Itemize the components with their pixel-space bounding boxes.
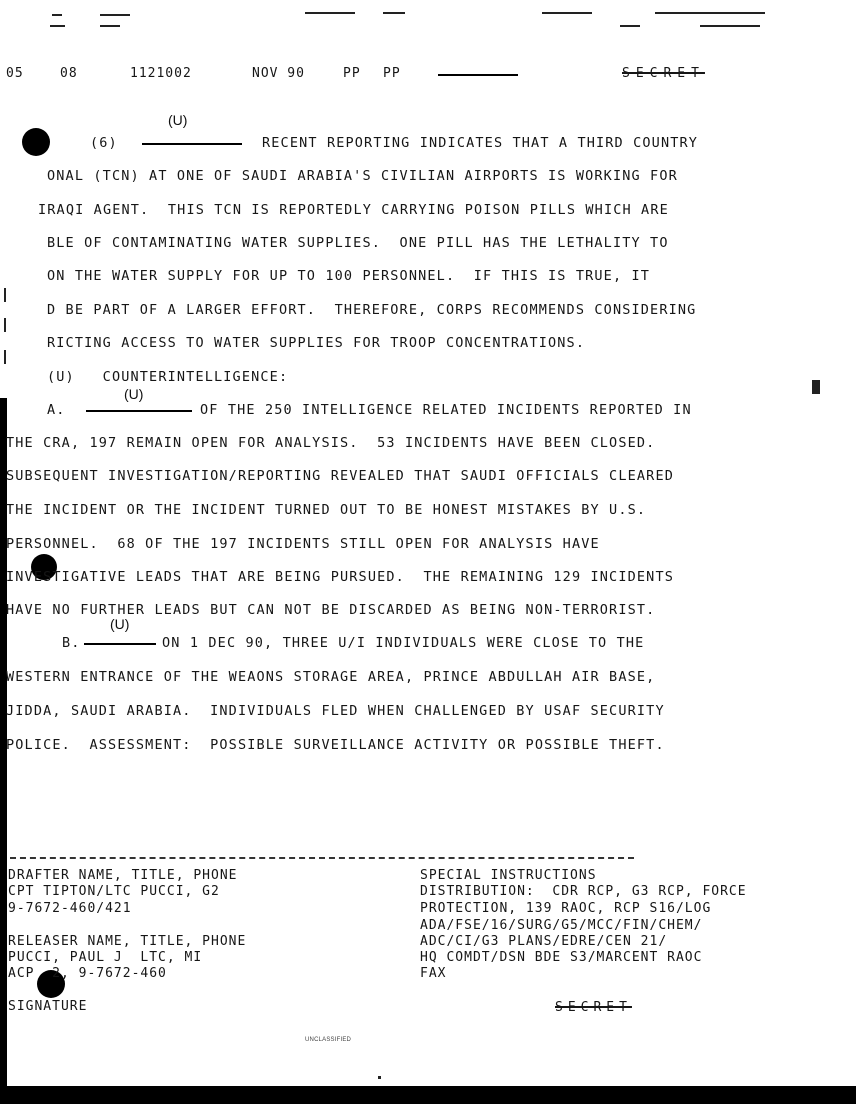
distribution-line: PROTECTION, 139 RAOC, RCP S16/LOG [420, 901, 712, 916]
scan-edge-bottom [0, 1086, 856, 1104]
body-line: THE CRA, 197 REMAIN OPEN FOR ANALYSIS. 53 INCIDENTS HAVE BEEN CLOSED. [6, 435, 656, 451]
scan-speck [100, 14, 130, 16]
header-dtg: 1121002 [130, 66, 192, 81]
releaser-heading: RELEASER NAME, TITLE, PHONE [8, 934, 247, 949]
distribution-line: FAX [420, 966, 447, 981]
scan-speck [305, 12, 355, 14]
header-precedence-1: PP [343, 66, 361, 81]
releaser-phone: ACP 2, 9-7672-460 [8, 966, 167, 981]
header-count: 08 [60, 66, 78, 81]
punch-hole-top [22, 128, 50, 156]
portion-marking-2: (U) [124, 386, 144, 402]
distribution-line: ADA/FSE/16/SURG/G5/MCC/FIN/CHEM/ [420, 918, 703, 933]
body-line: D BE PART OF A LARGER EFFORT. THEREFORE, CORPS RECOMMENDS CONSIDERING [47, 302, 697, 318]
body-line: JIDDA, SAUDI ARABIA. INDIVIDUALS FLED WHEN CHALLENGED BY USAF SECURITY [6, 703, 665, 719]
signature-label: SIGNATURE [8, 999, 88, 1014]
scan-speck [4, 350, 6, 364]
scan-speck [542, 12, 592, 14]
body-line: BLE OF CONTAMINATING WATER SUPPLIES. ONE PILL HAS THE LETHALITY TO [47, 235, 669, 251]
header-page: 05 [6, 66, 24, 81]
portion-marking-1: (U) [168, 112, 188, 128]
body-line: HAVE NO FURTHER LEADS BUT CAN NOT BE DISCARDED AS BEING NON-TERRORIST. [6, 602, 656, 618]
body-line: ONAL (TCN) AT ONE OF SAUDI ARABIA'S CIVILIAN AIRPORTS IS WORKING FOR [47, 168, 678, 184]
section-heading: (U) COUNTERINTELLIGENCE: [47, 369, 289, 385]
body-line: ON 1 DEC 90, THREE U/I INDIVIDUALS WERE CLOSE TO THE [162, 635, 645, 651]
redacted-classification [84, 637, 156, 649]
unclassified-stamp: UNCLASSIFIED [305, 1037, 352, 1043]
drafter-heading: DRAFTER NAME, TITLE, PHONE [8, 868, 238, 883]
message-header [0, 66, 856, 86]
scan-speck [700, 25, 760, 27]
scan-speck [100, 25, 120, 27]
body-line: THE INCIDENT OR THE INCIDENT TURNED OUT TO BE HONEST MISTAKES BY U.S. [6, 502, 647, 518]
footer-classification: SECRET [555, 1000, 632, 1015]
body-line: RECENT REPORTING INDICATES THAT A THIRD COUNTRY [262, 135, 699, 151]
distribution-line: ADC/CI/G3 PLANS/EDRE/CEN 21/ [420, 934, 668, 949]
scan-speck [52, 14, 62, 16]
distribution-line: DISTRIBUTION: CDR RCP, G3 RCP, FORCE [420, 884, 747, 899]
scan-speck [50, 25, 65, 27]
footer-divider [10, 857, 634, 859]
body-line: INVESTIGATIVE LEADS THAT ARE BEING PURSUED. THE REMAINING 129 INCIDENTS [6, 569, 674, 585]
header-precedence-2: PP [383, 66, 401, 81]
scan-speck [4, 288, 6, 302]
body-line: RICTING ACCESS TO WATER SUPPLIES FOR TROOP CONCENTRATIONS. [47, 335, 586, 351]
redacted-classification [86, 404, 192, 416]
scan-speck [812, 380, 820, 394]
header-month-year: NOV 90 [252, 66, 305, 81]
releaser-name: PUCCI, PAUL J LTC, MI [8, 950, 203, 965]
special-heading: SPECIAL INSTRUCTIONS [420, 868, 597, 883]
scan-speck [4, 318, 6, 332]
scan-speck [655, 12, 765, 14]
drafter-name: CPT TIPTON/LTC PUCCI, G2 [8, 884, 220, 899]
header-redacted [438, 68, 518, 80]
scan-speck [378, 1076, 381, 1079]
body-line: POLICE. ASSESSMENT: POSSIBLE SURVEILLANCE ACTIVITY OR POSSIBLE THEFT. [6, 737, 665, 753]
body-line: ON THE WATER SUPPLY FOR UP TO 100 PERSONNEL. IF THIS IS TRUE, IT [47, 268, 651, 284]
body-line: PERSONNEL. 68 OF THE 197 INCIDENTS STILL OPEN FOR ANALYSIS HAVE [6, 536, 600, 552]
item-b-label: B. [62, 635, 81, 651]
body-line: SUBSEQUENT INVESTIGATION/REPORTING REVEALED THAT SAUDI OFFICIALS CLEARED [6, 468, 674, 484]
header-classification: SECRET [622, 66, 705, 81]
drafter-phone: 9-7672-460/421 [8, 901, 132, 916]
body-line: WESTERN ENTRANCE OF THE WEAONS STORAGE AREA, PRINCE ABDULLAH AIR BASE, [6, 669, 656, 685]
redacted-classification [142, 137, 242, 149]
distribution-line: HQ COMDT/DSN BDE S3/MARCENT RAOC [420, 950, 703, 965]
scan-speck [620, 25, 640, 27]
body-line: OF THE 250 INTELLIGENCE RELATED INCIDENTS REPORTED IN [200, 402, 692, 418]
item-a-label: A. [47, 402, 66, 418]
body-line: IRAQI AGENT. THIS TCN IS REPORTEDLY CARRYING POISON PILLS WHICH ARE [38, 202, 669, 218]
scan-speck [383, 12, 405, 14]
para-number: (6) [90, 135, 118, 151]
portion-marking-3: (U) [110, 616, 130, 632]
